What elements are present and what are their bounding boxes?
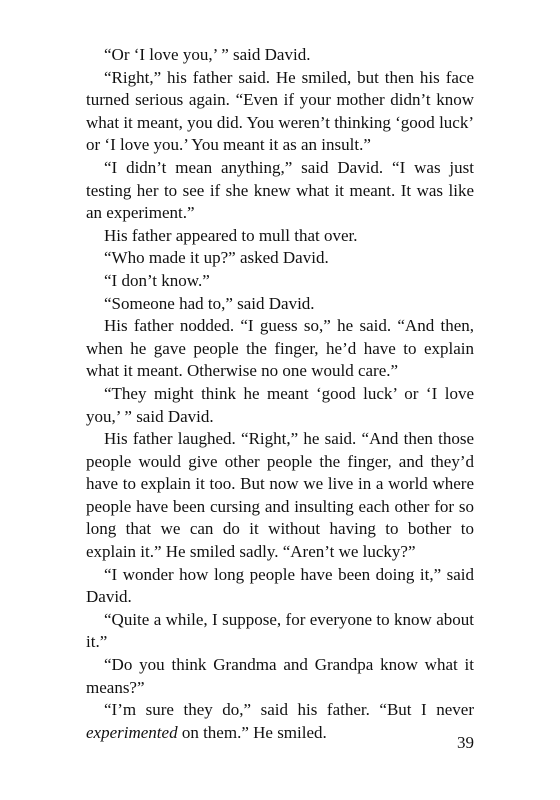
paragraph: “I wonder how long people have been doing it,” said David. xyxy=(86,564,474,607)
paragraph-last xyxy=(86,699,474,744)
paragraph: “Someone had to,” said David. xyxy=(104,293,315,313)
page-number: 39 xyxy=(457,733,474,752)
paragraph: “I didn’t mean anything,” said David. “I was just testing her to see if she knew what it meant. It was like an experiment.” xyxy=(86,157,474,223)
paragraph: “Who made it up?” asked David. xyxy=(104,248,329,268)
emphasized-word: experimented xyxy=(86,722,178,742)
paragraph: His father nodded. “I guess so,” he said. “And then, when he gave people the finger, he’d have to explain what it meant. Otherwise no one would care.” xyxy=(86,316,474,381)
paragraph: “I don’t know.” xyxy=(104,270,210,290)
paragraph: His father appeared to mull that over. xyxy=(104,225,358,245)
paragraph: “Quite a while, I suppose, for everyone to know about it.” xyxy=(86,609,474,652)
paragraph: “They might think he meant ‘good luck’ or ‘I love you,’ ” said David. xyxy=(86,383,474,426)
paragraph: “Do you think Grandma and Grandpa know what it means?” xyxy=(86,655,474,697)
text-run: on them.” He smiled. xyxy=(177,722,327,742)
paragraph: “Right,” his father said. He smiled, but then his face turned serious again. “Even if your mother didn’t know what it meant, you did. You weren’t thinking ‘good luck’ or ‘I love you.’ You meant it as an insult.” xyxy=(86,67,474,155)
body-text xyxy=(86,44,474,744)
text-run: “I’m sure they do,” said his father. “But I never xyxy=(104,700,474,720)
paragraph: “Or ‘I love you,’ ” said David. xyxy=(104,45,311,64)
paragraph: His father laughed. “Right,” he said. “And then those people would give other people the finger, and they’d have to explain it too. But now we live in a world where people have been cursing and insulting each other for so long that we can do it without having to bother to explain it.” He smiled sadly. “Aren’t we lucky?” xyxy=(86,429,474,562)
